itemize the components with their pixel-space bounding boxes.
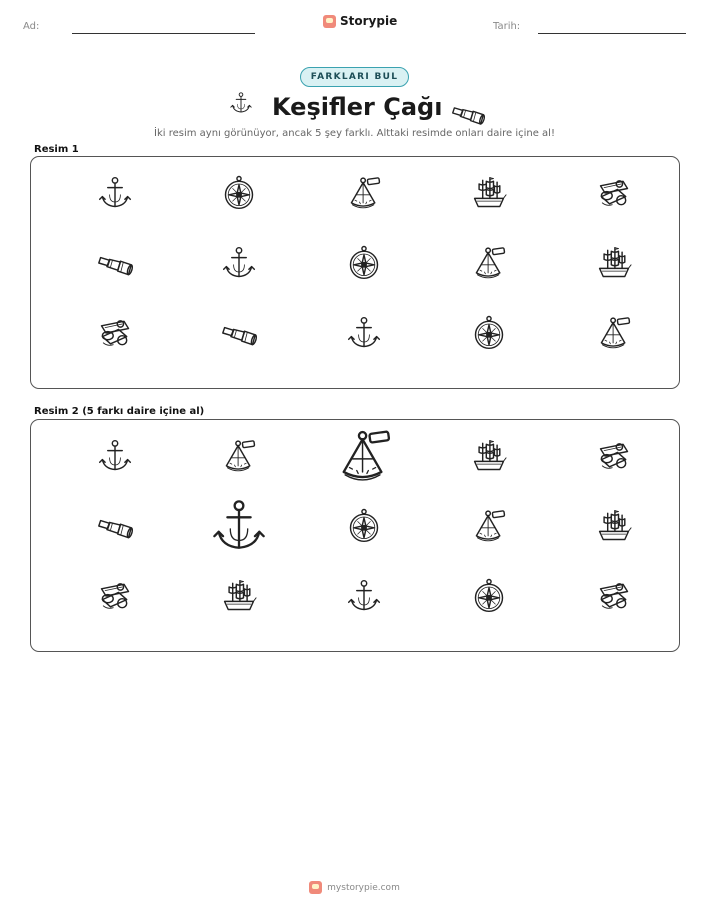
anchor-icon bbox=[97, 175, 133, 211]
ship-icon[interactable] bbox=[471, 438, 507, 474]
map-pile-icon[interactable] bbox=[596, 438, 632, 474]
map-pile-icon[interactable] bbox=[596, 578, 632, 614]
storypie-logo-icon bbox=[323, 15, 336, 28]
sextant-icon bbox=[471, 245, 507, 281]
compass-icon[interactable] bbox=[346, 508, 382, 544]
map-pile-icon bbox=[596, 175, 632, 211]
sextant-icon[interactable] bbox=[471, 508, 507, 544]
picture-2-panel[interactable] bbox=[30, 419, 680, 652]
title-spyglass-icon bbox=[451, 96, 485, 114]
compass-icon bbox=[471, 315, 507, 351]
name-label: Ad: bbox=[23, 21, 40, 32]
compass-icon[interactable] bbox=[471, 578, 507, 614]
ship-icon bbox=[596, 245, 632, 281]
spyglass-icon bbox=[97, 245, 133, 281]
anchor-icon bbox=[221, 245, 257, 281]
footer-url[interactable]: mystorypie.com bbox=[327, 882, 400, 893]
page-title: Keşifler Çağı bbox=[272, 93, 443, 121]
map-pile-icon bbox=[97, 315, 133, 351]
ship-icon[interactable] bbox=[596, 508, 632, 544]
anchor-icon bbox=[346, 315, 382, 351]
brand-logo bbox=[323, 14, 397, 28]
ship-icon bbox=[471, 175, 507, 211]
ship-icon[interactable] bbox=[221, 578, 257, 614]
compass-icon bbox=[221, 175, 257, 211]
sextant-icon bbox=[346, 175, 382, 211]
sextant-icon[interactable] bbox=[221, 438, 257, 474]
compass-icon bbox=[346, 245, 382, 281]
date-line[interactable] bbox=[538, 33, 686, 34]
name-line[interactable] bbox=[72, 33, 255, 34]
storypie-footer-icon bbox=[309, 881, 322, 894]
anchor-icon[interactable] bbox=[346, 578, 382, 614]
anchor-icon[interactable] bbox=[97, 438, 133, 474]
spyglass-icon[interactable] bbox=[97, 508, 133, 544]
picture-2-label: Resim 2 (5 farkı daire içine al) bbox=[34, 406, 205, 417]
sextant-icon bbox=[596, 315, 632, 351]
spyglass-icon bbox=[221, 315, 257, 351]
picture-1-label: Resim 1 bbox=[34, 144, 79, 155]
title-anchor-icon bbox=[229, 91, 253, 117]
instructions: İki resim aynı görünüyor, ancak 5 şey farklı. Alttaki resimde onları daire içine al! bbox=[154, 128, 555, 139]
map-pile-icon[interactable] bbox=[97, 578, 133, 614]
footer bbox=[309, 881, 400, 894]
anchor-icon[interactable] bbox=[210, 497, 268, 555]
picture-1-panel bbox=[30, 156, 680, 389]
brand-name: Storypie bbox=[340, 14, 398, 28]
sextant-icon[interactable] bbox=[335, 427, 393, 485]
date-label: Tarih: bbox=[493, 21, 521, 32]
worksheet-type-badge: FARKLARI BUL bbox=[300, 67, 410, 87]
